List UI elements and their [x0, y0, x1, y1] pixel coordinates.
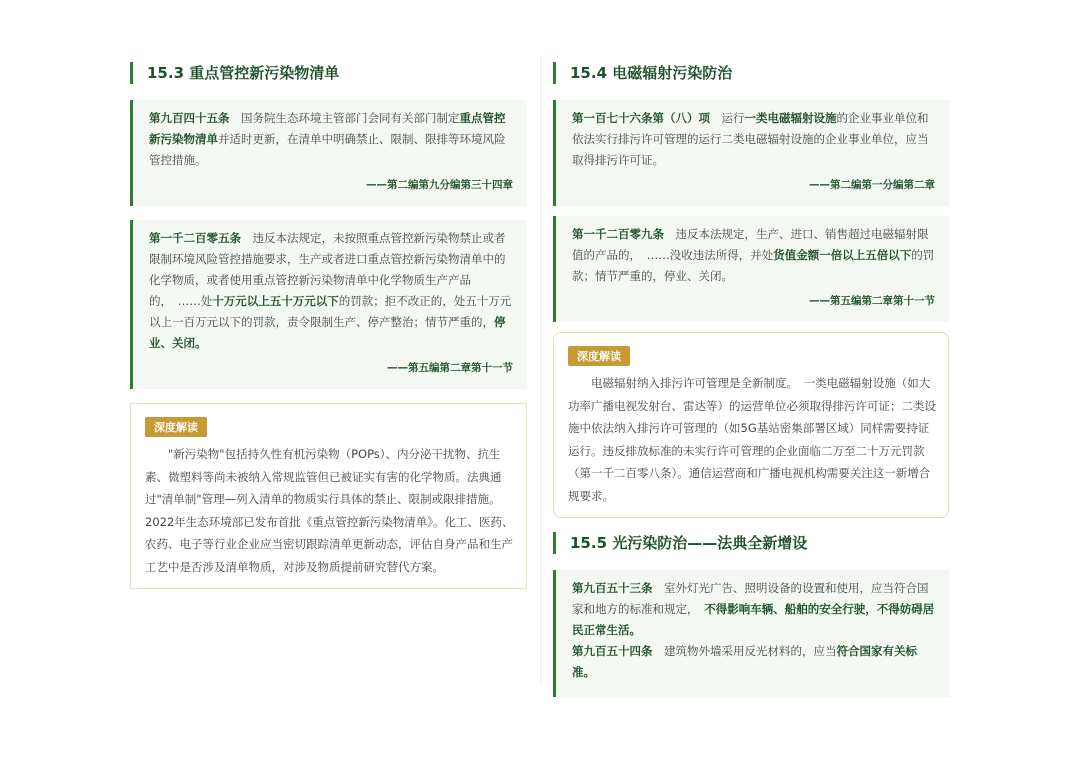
- law-card-953-954: [553, 570, 949, 697]
- article-number: 第九百五十三条: [572, 581, 653, 595]
- deep-analysis-text: 电磁辐射纳入排污许可管理是全新制度。 一类电磁辐射设施（如大功率广播电视发射台、雷达等）的运营单位必须取得排污许可证；二类设施中依法纳入排污许可管理的（如5G基站密集部署区域）同样需要持证运行。违反排放标准的未实行许可管理的企业面临二万至二十万元罚款（第一千二百零八条）。通信运营商和广播电视机构需要关注这一新增合规要求。: [568, 376, 936, 503]
- law-text: 建筑物外墙采用反光材料的，应当: [652, 644, 837, 658]
- law-highlight: 一类电磁辐射设施: [744, 111, 837, 125]
- law-card-body: [572, 224, 935, 287]
- law-source: ——第二编第一分编第二章: [809, 179, 935, 191]
- right-column: [553, 62, 949, 707]
- law-text: 室外灯光广告、照明设备的设置和使用，应当符合国家和地方的标准和规定，: [572, 581, 929, 616]
- law-text: 国务院生态环境主管部门会同有关部门制定: [229, 111, 460, 125]
- law-highlight: 不得影响车辆、船舶的安全行驶，不得妨碍居民正常生活。: [572, 602, 935, 637]
- law-source: ——第五编第二章第十一节: [387, 362, 513, 374]
- law-card-1205: [130, 220, 527, 389]
- section-title-15-3: 15.3 重点管控新污染物清单: [130, 62, 527, 84]
- deep-analysis-card: [130, 403, 527, 589]
- law-card-176: [553, 100, 949, 206]
- law-text: 的企业事业单位和依法实行排污许可管理的运行二类电磁辐射设施的企业事业单位，应当取得排污许可证。: [572, 111, 929, 167]
- article-number: 第一千二百零五条: [149, 231, 241, 245]
- deep-analysis-card: [553, 332, 949, 518]
- article-number: 第九百五十四条: [572, 644, 653, 658]
- law-source: ——第二编第九分编第三十四章: [366, 179, 513, 191]
- law-highlight: 符合国家有关标准。: [572, 644, 917, 679]
- law-text: 违反本法规定，生产、进口、销售超过电磁辐射限值的产品的， ……没收违法所得，并处: [572, 227, 929, 262]
- law-highlight: 重点管控新污染物清单: [149, 111, 506, 146]
- law-card-body: [572, 108, 935, 171]
- law-highlight: 货值金额一倍以上五倍以下: [773, 248, 912, 262]
- law-card-body: [572, 578, 935, 641]
- law-text: 违反本法规定，未按照重点管控新污染物禁止或者限制环境风险管控措施要求，生产或者进口重点管控新污染物清单中的化学物质，或者使用重点管控新污染物清单中化学物质生产产品的， ……处: [149, 231, 506, 308]
- law-text: 运行: [710, 111, 745, 125]
- section-title-15-5: 15.5 光污染防治——法典全新增设: [553, 532, 949, 554]
- law-card-1209: [553, 216, 949, 322]
- law-text: 并适时更新，在清单中明确禁止、限制、限排等环境风险管控措施。: [149, 132, 506, 167]
- law-card-body: [572, 641, 935, 683]
- left-column: [130, 62, 527, 601]
- law-text: 的罚款；情节严重的，停业、关闭。: [572, 248, 935, 283]
- article-number: 第一百七十六条第（八）项: [572, 111, 710, 125]
- article-number: 第九百四十五条: [149, 111, 230, 125]
- law-highlight: 停业、关闭。: [149, 315, 506, 350]
- law-card-body: [149, 228, 513, 354]
- deep-analysis-badge: 深度解读: [568, 346, 630, 366]
- law-highlight: 十万元以上五十万元以下: [212, 294, 339, 308]
- law-card-945: [130, 100, 527, 206]
- law-card-body: [149, 108, 513, 171]
- deep-analysis-text: "新污染物"包括持久性有机污染物（POPs）、内分泌干扰物、抗生素、微塑料等尚未被纳入常规监管但已被证实有害的化学物质。法典通过"清单制"管理—列入清单的物质实行具体的禁止、限制或限排措施。2022年生态环境部已发布首批《重点管控新污染物清单》。化工、医药、农药、电子等行业企业应当密切跟踪清单更新动态，评估自身产品和生产工艺中是否涉及清单物质，对涉及物质提前研究替代方案。: [145, 447, 514, 574]
- article-number: 第一千二百零九条: [572, 227, 664, 241]
- deep-analysis-badge: 深度解读: [145, 417, 207, 437]
- column-divider: [540, 55, 541, 685]
- law-text: 的罚款；拒不改正的，处五十万元以上一百万元以下的罚款，责令限制生产、停产整治；情节严重的，: [149, 294, 512, 329]
- section-title-15-4: 15.4 电磁辐射污染防治: [553, 62, 949, 84]
- law-source: ——第五编第二章第十一节: [809, 295, 935, 307]
